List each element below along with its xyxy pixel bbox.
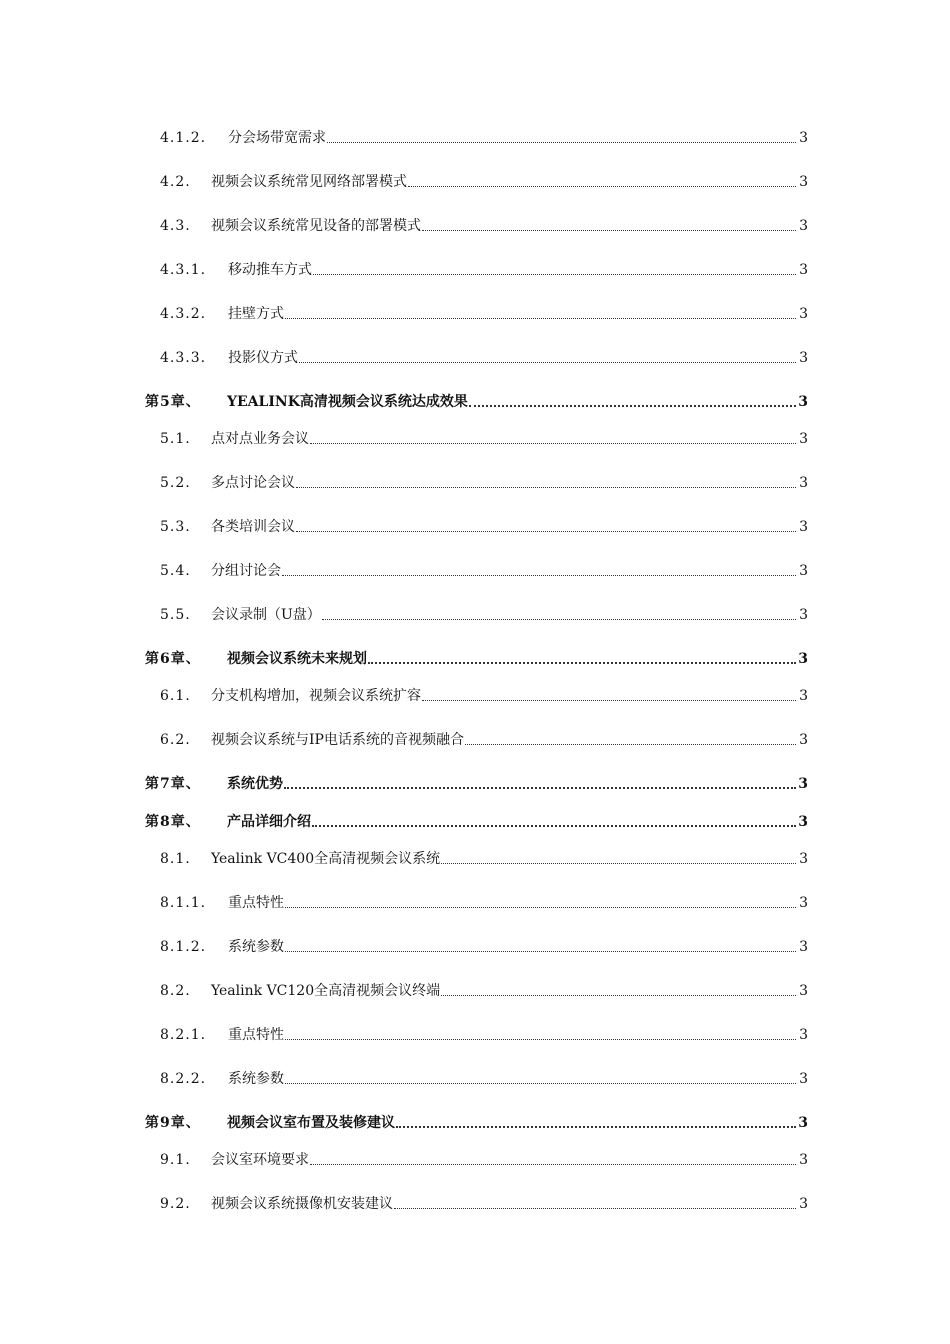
toc-entry-page: 3 — [799, 1027, 808, 1043]
toc-entry-title: 各类培训会议 — [211, 519, 295, 535]
toc-entry-title: 视频会议系统常见网络部署模式 — [211, 174, 407, 190]
toc-entry-page: 3 — [799, 1196, 808, 1212]
toc-entry-title: 重点特性 — [228, 1027, 284, 1043]
toc-chapter-entry[interactable] — [145, 773, 808, 793]
toc-entry-title: 移动推车方式 — [228, 262, 312, 278]
toc-entry-title: 分组讨论会 — [211, 563, 281, 579]
toc-entry-number: 8.1.2. — [160, 939, 207, 955]
toc-entry-number: 6.1. — [160, 688, 191, 704]
toc-entry-title: 多点讨论会议 — [211, 475, 295, 491]
toc-entry[interactable] — [160, 1068, 808, 1088]
toc-entry-page: 3 — [798, 651, 808, 667]
toc-entry-number: 5.1. — [160, 431, 191, 447]
toc-entry[interactable] — [160, 259, 808, 279]
toc-entry-title: Yealink VC400全高清视频会议系统 — [211, 851, 441, 867]
toc-leader-dots — [310, 443, 796, 444]
toc-leader-dots — [296, 487, 796, 488]
toc-entry-page: 3 — [799, 563, 808, 579]
toc-entry-number: 4.3.3. — [160, 350, 207, 366]
toc-entry-title: 系统参数 — [228, 939, 284, 955]
toc-leader-dots — [296, 531, 796, 532]
toc-chapter-entry[interactable] — [145, 811, 808, 831]
toc-entry-number: 5.4. — [160, 563, 191, 579]
toc-leader-dots — [285, 951, 796, 952]
toc-entry-page: 3 — [799, 350, 808, 366]
toc-entry-page: 3 — [799, 732, 808, 748]
toc-entry-number: 5.2. — [160, 475, 191, 491]
toc-leader-dots — [422, 230, 796, 231]
toc-entry-title: 会议录制（U盘） — [211, 607, 321, 623]
toc-entry-number: 9.2. — [160, 1196, 191, 1212]
toc-entry-page: 3 — [799, 895, 808, 911]
toc-entry-title: 分支机构增加，视频会议系统扩容 — [211, 688, 421, 704]
toc-chapter-title: 系统优势 — [227, 776, 283, 792]
toc-leader-dots — [408, 186, 796, 187]
toc-entry-page: 3 — [798, 1115, 808, 1131]
toc-chapter-entry[interactable] — [145, 1112, 808, 1132]
toc-entry-number: 4.1.2. — [160, 130, 207, 146]
toc-entry-page: 3 — [799, 851, 808, 867]
toc-entry-number: 5.5. — [160, 607, 191, 623]
toc-chapter-title: YEALINK高清视频会议系统达成效果 — [227, 394, 468, 410]
toc-entry-page: 3 — [798, 394, 808, 410]
toc-leader-dots — [282, 575, 796, 576]
toc-chapter-number: 第7章、 — [145, 776, 201, 792]
toc-leader-dots — [285, 318, 796, 319]
toc-entry[interactable] — [160, 685, 808, 705]
toc-entry-title: 点对点业务会议 — [211, 431, 309, 447]
toc-entry-page: 3 — [799, 218, 808, 234]
toc-entry-page: 3 — [799, 519, 808, 535]
toc-entry-number: 4.3.1. — [160, 262, 207, 278]
toc-entry-page: 3 — [799, 939, 808, 955]
toc-chapter-number: 第8章、 — [145, 814, 201, 830]
toc-entry[interactable] — [160, 980, 808, 1000]
toc-entry-number: 4.3. — [160, 218, 191, 234]
toc-entry-title: 视频会议系统摄像机安装建议 — [211, 1196, 393, 1212]
toc-entry[interactable] — [160, 560, 808, 580]
toc-entry-page: 3 — [799, 1071, 808, 1087]
toc-leader-dots — [285, 1083, 796, 1084]
toc-leader-dots — [396, 1126, 796, 1128]
toc-entry-title: 投影仪方式 — [228, 350, 298, 366]
toc-entry-title: 分会场带宽需求 — [228, 130, 326, 146]
toc-leader-dots — [465, 744, 796, 745]
toc-leader-dots — [310, 1164, 796, 1165]
toc-chapter-entry[interactable] — [145, 391, 808, 411]
toc-leader-dots — [285, 907, 796, 908]
toc-chapter-title: 视频会议系统未来规划 — [227, 651, 367, 667]
toc-leader-dots — [441, 863, 796, 864]
toc-leader-dots — [322, 619, 796, 620]
toc-leader-dots — [368, 662, 796, 664]
toc-entry[interactable] — [160, 127, 808, 147]
toc-leader-dots — [441, 995, 796, 996]
toc-entry-number: 4.2. — [160, 174, 191, 190]
toc-leader-dots — [285, 1039, 796, 1040]
toc-entry[interactable] — [160, 729, 808, 749]
toc-entry-title: 视频会议系统与IP电话系统的音视频融合 — [211, 732, 464, 748]
toc-leader-dots — [312, 825, 796, 827]
toc-entry[interactable] — [160, 171, 808, 191]
toc-entry[interactable] — [160, 936, 808, 956]
toc-entry-title: 视频会议系统常见设备的部署模式 — [211, 218, 421, 234]
toc-leader-dots — [284, 787, 796, 789]
toc-entry-number: 8.2.1. — [160, 1027, 207, 1043]
toc-entry-page: 3 — [799, 306, 808, 322]
toc-entry-number: 6.2. — [160, 732, 191, 748]
toc-leader-dots — [422, 700, 796, 701]
toc-entry[interactable] — [160, 215, 808, 235]
toc-chapter-entry[interactable] — [145, 648, 808, 668]
toc-chapter-number: 第6章、 — [145, 651, 201, 667]
toc-entry-page: 3 — [798, 776, 808, 792]
toc-entry-number: 8.1.1. — [160, 895, 207, 911]
toc-entry-number: 8.2. — [160, 983, 191, 999]
toc-chapter-number: 第9章、 — [145, 1115, 201, 1131]
toc-chapter-title: 产品详细介绍 — [227, 814, 311, 830]
toc-entry[interactable] — [160, 516, 808, 536]
toc-chapter-number: 第5章、 — [145, 394, 201, 410]
toc-entry-page: 3 — [799, 1152, 808, 1168]
toc-leader-dots — [299, 362, 796, 363]
toc-entry-title: 系统参数 — [228, 1071, 284, 1087]
toc-leader-dots — [313, 274, 796, 275]
toc-entry[interactable] — [160, 1024, 808, 1044]
toc-entry-page: 3 — [799, 431, 808, 447]
toc-entry[interactable] — [160, 303, 808, 323]
toc-entry-page: 3 — [799, 130, 808, 146]
toc-leader-dots — [394, 1208, 796, 1209]
toc-entry-title: 挂壁方式 — [228, 306, 284, 322]
toc-entry[interactable] — [160, 428, 808, 448]
toc-entry[interactable] — [160, 472, 808, 492]
toc-chapter-title: 视频会议室布置及装修建议 — [227, 1115, 395, 1131]
toc-entry-page: 3 — [799, 475, 808, 491]
toc-leader-dots — [469, 405, 796, 407]
toc-entry-page: 3 — [799, 983, 808, 999]
toc-entry[interactable] — [160, 848, 808, 868]
toc-entry[interactable] — [160, 347, 808, 367]
toc-entry-title: Yealink VC120全高清视频会议终端 — [211, 983, 441, 999]
toc-entry-number: 5.3. — [160, 519, 191, 535]
toc-entry-number: 4.3.2. — [160, 306, 207, 322]
toc-entry-title: 重点特性 — [228, 895, 284, 911]
toc-entry[interactable] — [160, 1193, 808, 1213]
toc-entry[interactable] — [160, 604, 808, 624]
toc-entry-number: 8.2.2. — [160, 1071, 207, 1087]
toc-entry-page: 3 — [799, 262, 808, 278]
toc-entry-title: 会议室环境要求 — [211, 1152, 309, 1168]
toc-entry-number: 9.1. — [160, 1152, 191, 1168]
toc-entry-page: 3 — [798, 814, 808, 830]
toc-entry-page: 3 — [799, 688, 808, 704]
toc-entry-page: 3 — [799, 174, 808, 190]
toc-entry[interactable] — [160, 892, 808, 912]
toc-entry-number: 8.1. — [160, 851, 191, 867]
toc-leader-dots — [327, 142, 796, 143]
toc-entry[interactable] — [160, 1149, 808, 1169]
toc-entry-page: 3 — [799, 607, 808, 623]
